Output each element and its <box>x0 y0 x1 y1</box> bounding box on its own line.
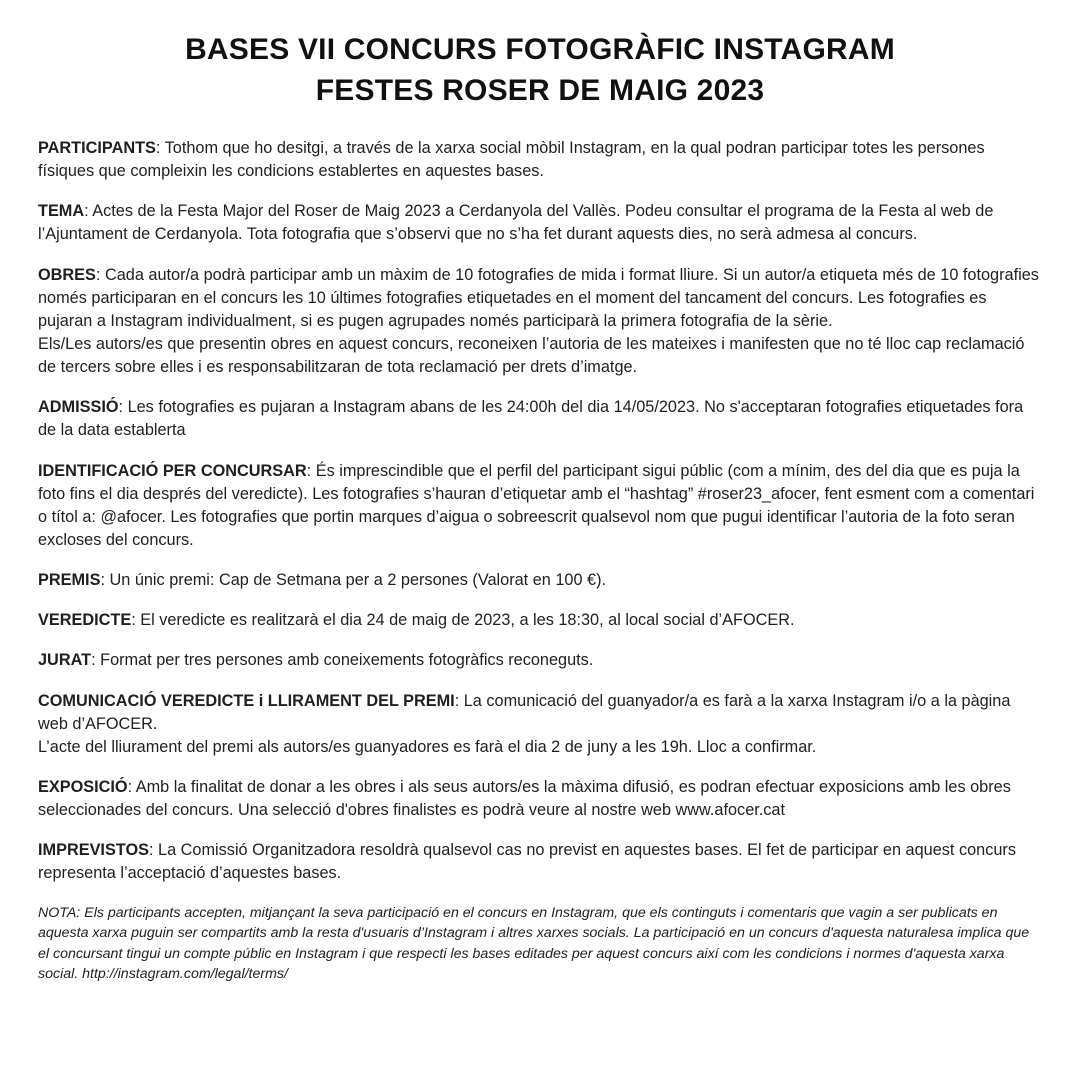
section-text: : La Comissió Organitzadora resoldrà qualsevol cas no previst en aquestes bases. El fet de participar en aquest concurs representa l’acceptació d’aquestes bases. <box>38 841 1016 883</box>
section-imprevistos <box>38 839 1042 885</box>
section-jurat <box>38 649 1042 672</box>
section-participants <box>38 137 1042 183</box>
section-label: PREMIS <box>38 571 101 590</box>
section-text: : Les fotografies es pujaran a Instagram abans de les 24:00h del dia 14/05/2023. No s'acceptaran fotografies etiquetades fora de la data establerta <box>38 398 1024 440</box>
section-text: : Cada autor/a podrà participar amb un màxim de 10 fotografies de mida i format lliure. Si un autor/a etiqueta més de 10 fotografies només participaran en el concurs les 10 últimes fotografies etiquetades en el moment del tancament del concurs. Les fotografies es pujaran a Instagram individualment, si es pugen agrupades només participarà la primera fotografia de la sèrie. <box>38 265 1039 330</box>
section-text: : Amb la finalitat de donar a les obres i als seus autors/es la màxima difusió, es podran efectuar exposicions amb les obres seleccionades del concurs. Una selecció d'obres finalistes es podrà veure al nostre web www.afocer.cat <box>38 777 1011 820</box>
section-label: VEREDICTE <box>38 611 132 630</box>
section-exposicio <box>38 776 1042 822</box>
section-comunicacio <box>38 690 1042 759</box>
document-title <box>38 30 1042 111</box>
document-body <box>38 137 1042 985</box>
section-label: TEMA <box>38 202 85 221</box>
section-tema <box>38 200 1042 246</box>
section-text: : Actes de la Festa Major del Roser de Maig 2023 a Cerdanyola del Vallès. Podeu consultar el programa de la Festa al web de l’Ajuntament de Cerdanyola. Tota fotografia que s’observi que no s’ha fet durant aquests dies, no serà admesa al concurs. <box>38 202 994 244</box>
section-label: EXPOSICIÓ <box>38 777 128 796</box>
section-text: : Tothom que ho desitgi, a través de la xarxa social mòbil Instagram, en la qual podran participar totes les persones físiques que compleixin les condicions establertes en aquestes bases. <box>38 139 985 181</box>
section-label: JURAT <box>38 651 92 670</box>
section-identificacio <box>38 460 1042 553</box>
section-label: OBRES <box>38 265 96 284</box>
section-text: : La comunicació del guanyador/a es farà a la xarxa Instagram i/o a la pàgina web d’AFOCER. <box>38 691 1011 733</box>
section-label: COMUNICACIÓ VEREDICTE i LLIRAMENT DEL PREMI <box>38 691 455 710</box>
section-text-continued: Els/Les autors/es que presentin obres en aquest concurs, reconeixen l’autoria de les mateixes i manifesten que no té lloc cap reclamació de tercers sobre elles i es responsabilitzaran de tota reclamació per drets d’imatge. <box>38 334 1025 377</box>
section-text: : El veredicte es realitzarà el dia 24 de maig de 2023, a les 18:30, al local social d’AFOCER. <box>131 611 795 630</box>
section-text: : Un únic premi: Cap de Setmana per a 2 persones (Valorat en 100 €). <box>100 571 607 590</box>
section-text-continued: L’acte del lliurament del premi als autors/es guanyadores es farà el dia 2 de juny a les 19h. Lloc a confirmar. <box>38 737 817 756</box>
title-line-2: FESTES ROSER DE MAIG 2023 <box>315 73 765 107</box>
section-text: : És imprescindible que el perfil del participant sigui públic (com a mínim, des del dia que es puja la foto fins el dia després del veredicte). Les fotografies s’hauran d’etiquetar amb el “hashtag” #roser23_afocer, fent esment com a comentari o títol a: @afocer. Les fotografies que portin marques d’aigua o sobreescrit qualsevol nom que pugui identificar l’autoria de la foto seran excloses del concurs. <box>38 461 1035 549</box>
section-veredicte <box>38 609 1042 632</box>
section-text: : Format per tres persones amb coneixements fotogràfics reconeguts. <box>91 651 594 670</box>
document-note: NOTA: Els participants accepten, mitjançant la seva participació en el concurs en Instagram, que els continguts i comentaris que vagin a ser publicats en aquesta xarxa puguin ser compartits amb la resta d'usuaris d’Instagram i altres xarxes socials. La participació en un concurs d'aquesta naturalesa implica que el concursant tingui un compte públic en Instagram i que respecti les bases editades per aquest concurs així com les condicions i normes d'aquesta xarxa social. http://instagram.com/legal/terms/ <box>38 904 1030 983</box>
section-premis <box>38 569 1042 592</box>
section-label: ADMISSIÓ <box>38 398 119 417</box>
title-line-1: BASES VII CONCURS FOTOGRÀFIC INSTAGRAM <box>185 33 895 66</box>
section-label: IMPREVISTOS <box>38 841 149 860</box>
section-label: IDENTIFICACIÓ PER CONCURSAR <box>38 461 307 480</box>
section-label: PARTICIPANTS <box>38 139 156 157</box>
section-admissio <box>38 396 1042 442</box>
section-obres <box>38 264 1042 380</box>
